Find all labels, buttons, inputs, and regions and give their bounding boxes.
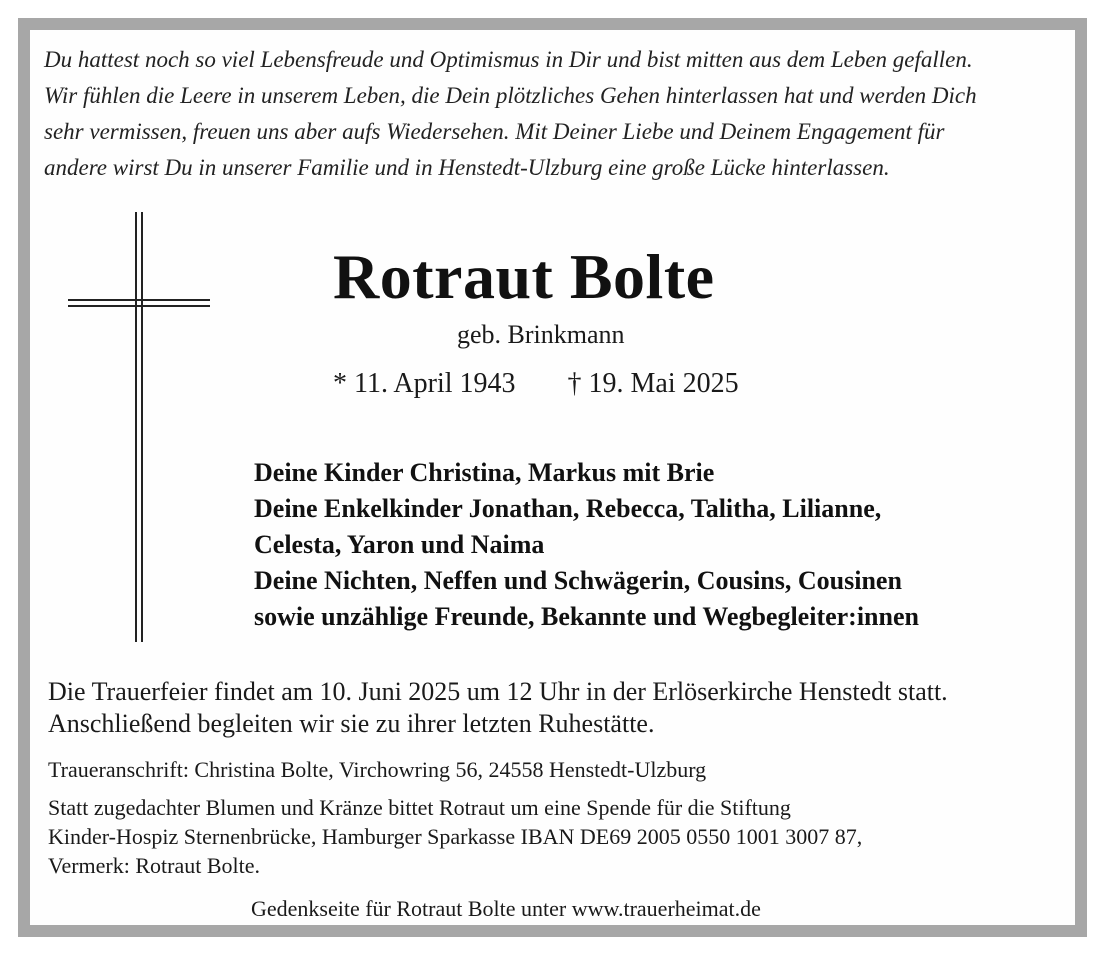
mourner-line: sowie unzählige Freunde, Bekannte und Wegbegleiter:innen (254, 602, 919, 631)
death-date: † 19. Mai 2025 (567, 368, 739, 399)
donation-line: Statt zugedachter Blumen und Kränze bittet Rotraut um eine Spende für die Stiftung (48, 795, 791, 820)
quote-line: Wir fühlen die Leere in unserem Leben, die Dein plötzliches Gehen hinterlassen hat und werden Dich (44, 83, 977, 108)
quote-line: andere wirst Du in unserer Familie und in Henstedt-Ulzburg eine große Lücke hinterlassen. (44, 155, 890, 180)
condolence-address: Traueranschrift: Christina Bolte, Virchowring 56, 24558 Henstedt-Ulzburg (48, 757, 707, 782)
mourner-line: Deine Nichten, Neffen und Schwägerin, Cousins, Cousinen (254, 566, 902, 595)
quote-line: Du hattest noch so viel Lebensfreude und Optimismus in Dir und bist mitten aus dem Leben gefallen. (44, 47, 973, 72)
donation-info (48, 793, 862, 880)
birth-date: * 11. April 1943 (333, 368, 516, 399)
opening-quote (44, 42, 1084, 186)
mourners-list (254, 455, 919, 635)
service-line: Anschließend begleiten wir sie zu ihrer letzten Ruhestätte. (48, 709, 655, 738)
mourner-line: Celesta, Yaron und Naima (254, 530, 545, 559)
mourner-line: Deine Kinder Christina, Markus mit Brie (254, 458, 715, 487)
maiden-name: geb. Brinkmann (457, 320, 625, 349)
funeral-service-info (48, 676, 948, 740)
quote-line: sehr vermissen, freuen uns aber aufs Wiedersehen. Mit Deiner Liebe und Deinem Engagement für (44, 119, 945, 144)
donation-line: Vermerk: Rotraut Bolte. (48, 853, 261, 878)
deceased-name: Rotraut Bolte (333, 241, 715, 312)
memorial-page-link: Gedenkseite für Rotraut Bolte unter www.trauerheimat.de (251, 896, 761, 921)
service-line: Die Trauerfeier findet am 10. Juni 2025 um 12 Uhr in der Erlöserkirche Henstedt statt. (48, 677, 948, 706)
life-dates (333, 368, 739, 400)
cross-icon (68, 212, 210, 642)
donation-line: Kinder-Hospiz Sternenbrücke, Hamburger Sparkasse IBAN DE69 2005 0550 1001 3007 87, (48, 824, 863, 849)
mourner-line: Deine Enkelkinder Jonathan, Rebecca, Talitha, Lilianne, (254, 494, 882, 523)
